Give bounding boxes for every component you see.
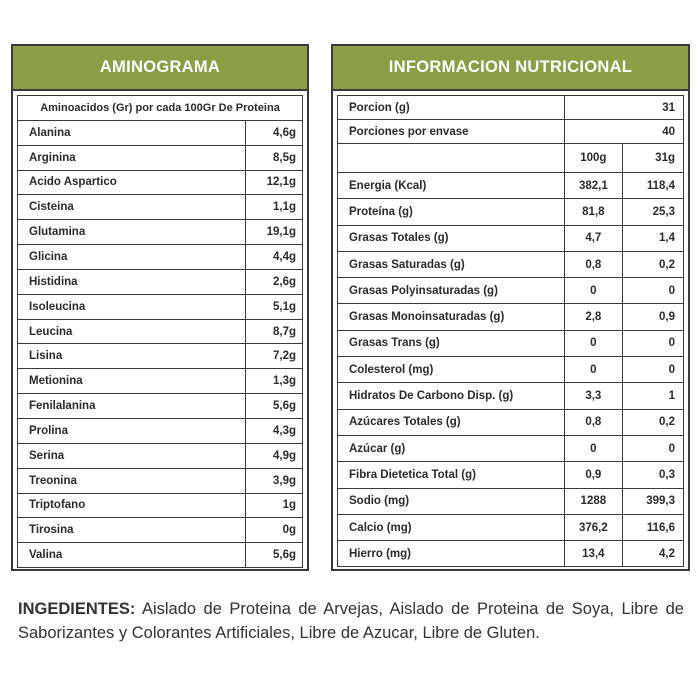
aminoacid-row [18,195,303,220]
aminoacid-value: 1,1g [246,195,303,220]
nutrient-name: Calcio (mg) [338,514,565,540]
aminoacid-row [18,269,303,294]
aminoacid-row [18,443,303,468]
aminoacid-name: Leucina [18,319,246,344]
nutrient-name: Sodio (mg) [338,488,565,514]
nutrient-row [338,409,684,435]
aminoacid-row [18,543,303,568]
aminoacid-name: Lisina [18,344,246,369]
nutrient-row [338,225,684,251]
aminoacid-row [18,220,303,245]
nutrient-value-100g: 0 [564,357,623,383]
nutrient-row [338,199,684,225]
nutrient-value-31g: 116,6 [623,514,684,540]
aminograma-table [17,95,303,568]
aminoacid-value: 5,6g [246,543,303,568]
aminoacid-value: 4,9g [246,443,303,468]
nutrient-value-31g: 0 [623,330,684,356]
nutrient-name: Colesterol (mg) [338,357,565,383]
column-header-31g: 31g [623,144,684,173]
nutrient-row [338,304,684,330]
nutrient-value-100g: 3,3 [564,383,623,409]
nutrient-name: Grasas Polyinsaturadas (g) [338,278,565,304]
column-header-blank [338,144,565,173]
nutrient-value-100g: 0 [564,278,623,304]
aminoacid-row [18,344,303,369]
nutrient-value-100g: 13,4 [564,541,623,567]
nutrient-value-100g: 0 [564,330,623,356]
aminoacid-name: Alanina [18,120,246,145]
nutrient-value-100g: 81,8 [564,199,623,225]
nutrient-value-31g: 1,4 [623,225,684,251]
aminoacid-row [18,319,303,344]
aminoacid-row [18,145,303,170]
aminoacid-value: 7,2g [246,344,303,369]
column-header-100g: 100g [564,144,623,173]
aminoacid-name: Serina [18,443,246,468]
nutrient-row [338,278,684,304]
nutrient-row [338,514,684,540]
nutrient-row [338,541,684,567]
column-header-row [338,144,684,173]
aminoacid-name: Glicina [18,245,246,270]
porciones-label: Porciones por envase [338,120,565,144]
nutrient-name: Grasas Saturadas (g) [338,251,565,277]
nutrient-row [338,173,684,199]
aminoacid-name: Valina [18,543,246,568]
aminoacid-row [18,170,303,195]
aminoacid-name: Tirosina [18,518,246,543]
nutrient-value-31g: 4,2 [623,541,684,567]
aminoacid-row [18,394,303,419]
nutrient-value-100g: 376,2 [564,514,623,540]
nutrient-value-31g: 25,3 [623,199,684,225]
aminoacid-row [18,518,303,543]
aminoacid-name: Isoleucina [18,294,246,319]
porcion-value: 31 [564,96,684,120]
porciones-row [338,120,684,144]
nutrient-row [338,435,684,461]
aminoacid-value: 8,5g [246,145,303,170]
nutrient-value-31g: 0,2 [623,251,684,277]
aminoacid-value: 8,7g [246,319,303,344]
aminograma-subtitle-row [18,96,303,121]
aminoacid-name: Glutamina [18,220,246,245]
nutrient-value-100g: 0,8 [564,251,623,277]
aminoacid-row [18,245,303,270]
aminoacid-value: 3,9g [246,468,303,493]
nutrient-value-100g: 0 [564,435,623,461]
nutrient-row [338,383,684,409]
nutrient-value-31g: 0,2 [623,409,684,435]
nutrient-row [338,488,684,514]
nutrition-title: INFORMACION NUTRICIONAL [333,46,688,91]
aminoacid-value: 12,1g [246,170,303,195]
aminoacid-name: Cisteina [18,195,246,220]
aminoacid-row [18,418,303,443]
nutrient-value-31g: 118,4 [623,173,684,199]
nutrient-value-31g: 0,9 [623,304,684,330]
porcion-label: Porcion (g) [338,96,565,120]
nutrition-table [337,95,684,567]
nutrient-row [338,357,684,383]
nutrient-value-100g: 0,9 [564,462,623,488]
nutrient-value-31g: 0,3 [623,462,684,488]
nutrient-value-100g: 0,8 [564,409,623,435]
nutrient-value-31g: 0 [623,435,684,461]
aminoacid-row [18,468,303,493]
aminoacid-name: Histidina [18,269,246,294]
porciones-value: 40 [564,120,684,144]
aminoacid-name: Arginina [18,145,246,170]
nutrient-value-100g: 382,1 [564,173,623,199]
aminograma-title: AMINOGRAMA [13,46,307,91]
aminoacid-row [18,493,303,518]
nutrient-name: Fibra Dietetica Total (g) [338,462,565,488]
aminoacid-value: 1g [246,493,303,518]
nutrient-value-31g: 0 [623,357,684,383]
ingredients-label: INGEDIENTES: [18,600,136,618]
nutrient-value-100g: 1288 [564,488,623,514]
nutrient-row [338,462,684,488]
aminoacid-value: 19,1g [246,220,303,245]
aminoacid-name: Triptofano [18,493,246,518]
nutrient-name: Grasas Totales (g) [338,225,565,251]
nutrient-name: Azúcar (g) [338,435,565,461]
nutrient-value-31g: 399,3 [623,488,684,514]
nutrient-name: Hierro (mg) [338,541,565,567]
ingredients-paragraph [18,597,684,645]
aminoacid-value: 5,1g [246,294,303,319]
aminoacid-row [18,120,303,145]
aminoacid-value: 2,6g [246,269,303,294]
aminoacid-value: 1,3g [246,369,303,394]
nutrient-name: Hidratos De Carbono Disp. (g) [338,383,565,409]
aminoacid-value: 4,4g [246,245,303,270]
nutrient-name: Azúcares Totales (g) [338,409,565,435]
aminograma-panel [11,44,309,571]
aminoacid-value: 4,3g [246,418,303,443]
nutrient-name: Energia (Kcal) [338,173,565,199]
nutrient-row [338,251,684,277]
porcion-row [338,96,684,120]
aminoacid-value: 5,6g [246,394,303,419]
nutrient-name: Proteína (g) [338,199,565,225]
aminoacid-value: 0g [246,518,303,543]
ingredients-text: Aislado de Proteina de Arvejas, Aislado de Proteina de Soya, Libre de Saborizantes y Colorantes Artificiales, Libre de Azucar, Libre de Gluten. [18,600,684,642]
aminoacid-name: Treonina [18,468,246,493]
nutrient-row [338,330,684,356]
aminoacid-row [18,294,303,319]
aminoacid-name: Prolina [18,418,246,443]
aminoacid-value: 4,6g [246,120,303,145]
aminograma-subtitle: Aminoacidos (Gr) por cada 100Gr De Proteina [18,96,303,121]
aminoacid-name: Acido Aspartico [18,170,246,195]
aminoacid-name: Metionina [18,369,246,394]
nutrient-value-100g: 4,7 [564,225,623,251]
nutrient-name: Grasas Monoinsaturadas (g) [338,304,565,330]
nutrient-value-100g: 2,8 [564,304,623,330]
aminoacid-row [18,369,303,394]
nutrient-name: Grasas Trans (g) [338,330,565,356]
aminoacid-name: Fenilalanina [18,394,246,419]
nutrition-panel [331,44,690,571]
nutrient-value-31g: 1 [623,383,684,409]
nutrient-value-31g: 0 [623,278,684,304]
